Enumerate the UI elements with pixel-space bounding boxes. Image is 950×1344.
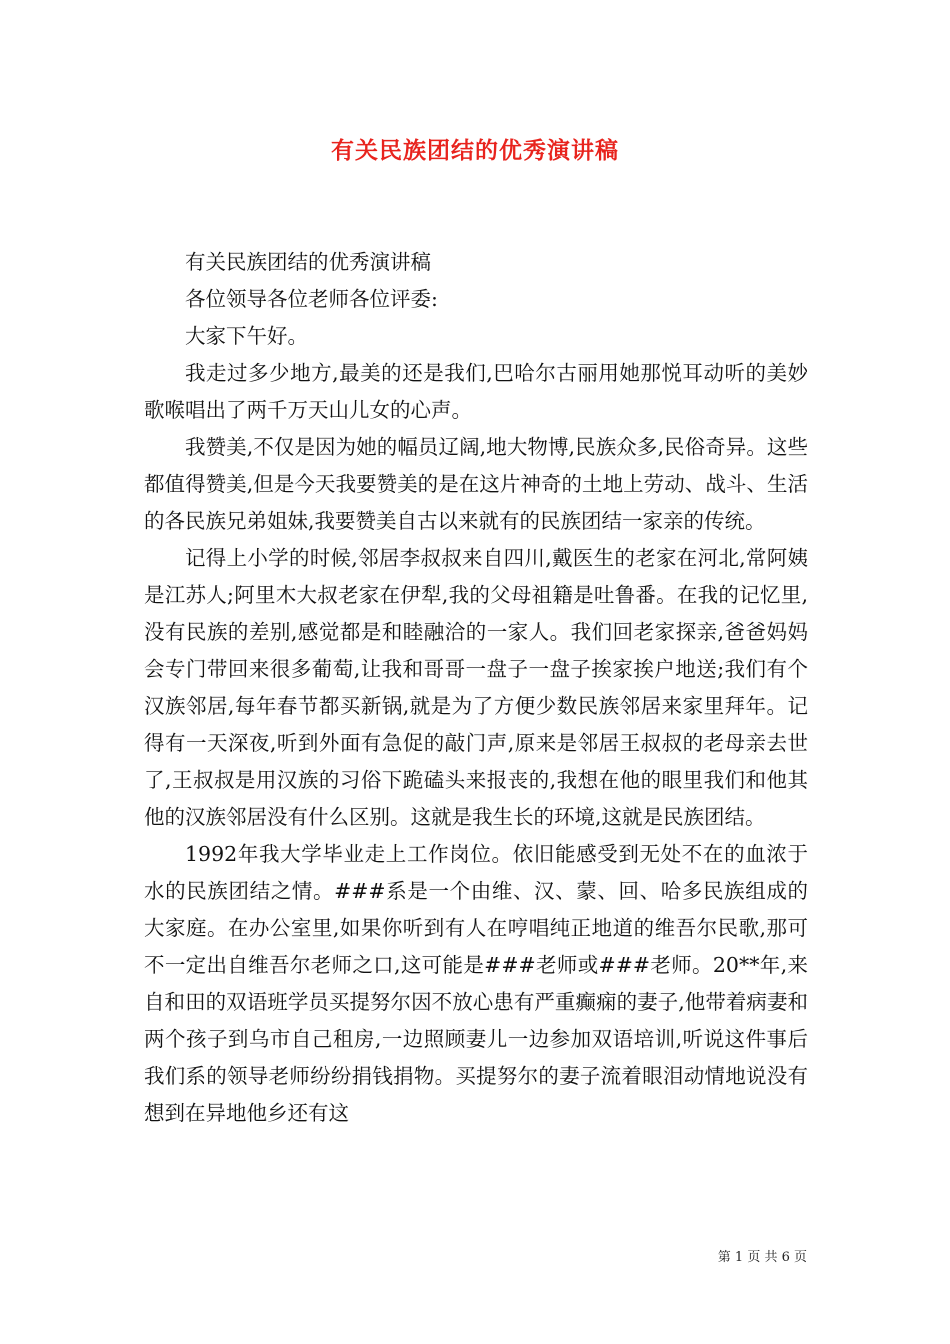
paragraph: 有关民族团结的优秀演讲稿 (185, 250, 431, 274)
page-title: 有关民族团结的优秀演讲稿 (331, 137, 619, 164)
page-footer: 第 1 页 共 6 页 (717, 1250, 807, 1265)
paragraph: 记得上小学的时候,邻居李叔叔来自四川,戴医生的老家在河北,常阿姨是江苏人;阿里木大叔老家在伊犁,我的父母祖籍是吐鲁番。在我的记忆里,没有民族的差别,感觉都是和睦融洽的一家人。我们回老家探亲,爸爸妈妈会专门带回来很多葡萄,让我和哥哥一盘子一盘子挨家挨户地送;我们有个汉族邻居,每年春节都买新锅,就是为了方便少数民族邻居来家里拜年。记得有一天深夜,听到外面有急促的敲门声,原来是邻居王叔叔的老母亲去世了,王叔叔是用汉族的习俗下跪磕头来报丧的,我想在他的眼里我们和他其他的汉族邻居没有什么区别。这就是我生长的环境,这就是民族团结。 (144, 546, 808, 829)
paragraph: 大家下午好。 (185, 324, 308, 348)
paragraph: 各位领导各位老师各位评委: (185, 287, 438, 311)
paragraph: 我赞美,不仅是因为她的幅员辽阔,地大物博,民族众多,民俗奇异。这些都值得赞美,但是今天我要赞美的是在这片神奇的土地上劳动、战斗、生活的各民族兄弟姐妹,我要赞美自古以来就有的民族团结一家亲的传统。 (144, 435, 808, 533)
paragraph: 我走过多少地方,最美的还是我们,巴哈尔古丽用她那悦耳动听的美妙歌喉唱出了两千万天山儿女的心声。 (144, 361, 808, 422)
body-text (144, 244, 808, 1132)
paragraph: 1992年我大学毕业走上工作岗位。依旧能感受到无处不在的血浓于水的民族团结之情。###系是一个由维、汉、蒙、回、哈多民族组成的大家庭。在办公室里,如果你听到有人在哼唱纯正地道的维吾尔民歌,那可不一定出自维吾尔老师之口,这可能是###老师或###老师。20**年,来自和田的双语班学员买提努尔因不放心患有严重癫痫的妻子,他带着病妻和两个孩子到乌市自己租房,一边照顾妻儿一边参加双语培训,听说这件事后我们系的领导老师纷纷捐钱捐物。买提努尔的妻子流着眼泪动情地说没有想到在异地他乡还有这 (144, 842, 808, 1125)
